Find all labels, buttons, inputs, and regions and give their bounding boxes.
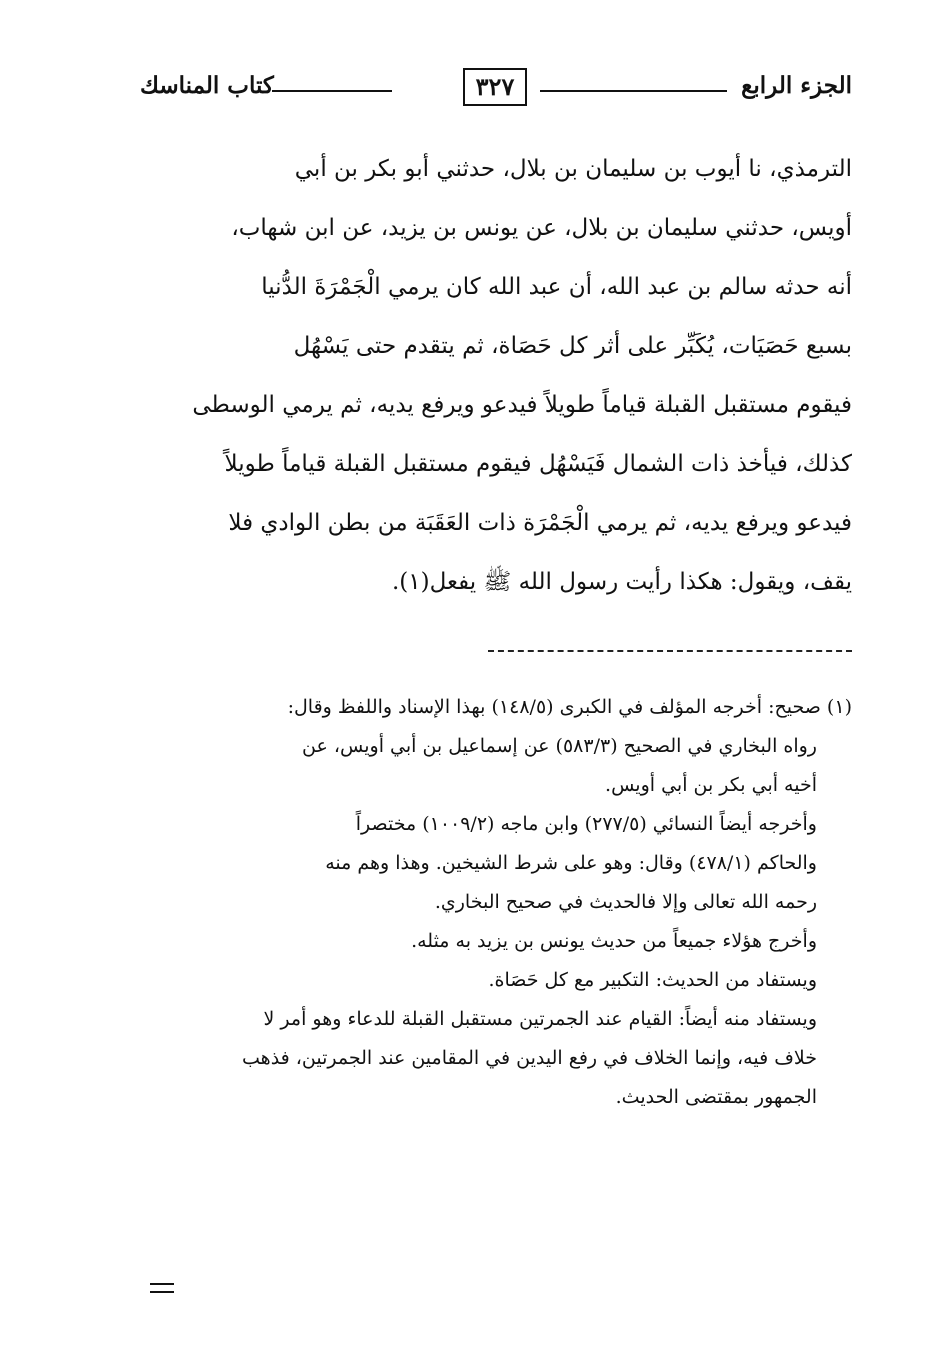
text-line: فيدعو ويرفع يديه، ثم يرمي الْجَمْرَة ذات العَقَبَة من بطن الوادي فلا [228, 510, 852, 536]
running-header [140, 66, 852, 112]
text-line: أنه حدثه سالم بن عبد الله، أن عبد الله كان يرمي الْجَمْرَةَ الدُّنيا [261, 274, 852, 300]
footnote-line: خلاف فيه، وإنما الخلاف في رفع اليدين في المقامين عند الجمرتين، فذهب [242, 1047, 817, 1069]
footnote-line: أخيه أبي بكر بن أبي أويس. [605, 774, 817, 796]
footnote-line: (١) صحيح: أخرجه المؤلف في الكبرى (١٤٨/٥) بهذا الإسناد واللفظ وقال: [287, 696, 852, 718]
text-line: أويس، حدثني سليمان بن بلال، عن يونس بن يزيد، عن ابن شهاب، [231, 215, 852, 241]
footnotes [140, 688, 852, 1117]
text-line: يقف، ويقول: هكذا رأيت رسول الله ﷺ يفعل(١). [392, 569, 852, 595]
footnote-line: رحمه الله تعالى وإلا فالحديث في صحيح البخاري. [434, 891, 817, 913]
header-rule-right [540, 90, 727, 92]
text-line: بسبع حَصَيَات، يُكَبِّر على أثر كل حَصَاة، ثم يتقدم حتى يَسْهُل [293, 333, 852, 359]
footnote-line: الجمهور بمقتضى الحديث. [615, 1086, 817, 1108]
footnote-separator [488, 650, 852, 652]
footnote-line: ويستفاد من الحديث: التكبير مع كل حَصَاة. [488, 969, 817, 991]
footnote-line: وأخرج هؤلاء جميعاً من حديث يونس بن يزيد به مثله. [411, 930, 817, 952]
text-line: الترمذي، نا أيوب بن سليمان بن بلال، حدثني أبو بكر بن أبي [294, 156, 852, 182]
footnote-line: والحاكم (٤٧٨/١) وقال: وهو على شرط الشيخين. وهذا وهم منه [325, 852, 817, 874]
footnote-line: ويستفاد منه أيضاً: القيام عند الجمرتين مستقبل القبلة للدعاء وهو أمر لا [263, 1008, 817, 1030]
text-line: كذلك، فيأخذ ذات الشمال فَيَسْهُل فيقوم مستقبل القبلة قياماً طويلاً [224, 451, 852, 477]
text-line: فيقوم مستقبل القبلة قياماً طويلاً فيدعو ويرفع يديه، ثم يرمي الوسطى [192, 392, 852, 418]
book-title: كتاب المناسك [140, 72, 274, 99]
page-number: ٣٢٧ [463, 68, 527, 106]
main-text [140, 140, 852, 612]
volume-label: الجزء الرابع [741, 72, 852, 99]
header-rule-left [272, 90, 392, 92]
footnote-line: رواه البخاري في الصحيح (٥٨٣/٣) عن إسماعيل بن أبي أويس، عن [302, 735, 817, 757]
continuation-mark [150, 1283, 174, 1293]
footnote-line: وأخرجه أيضاً النسائي (٢٧٧/٥) وابن ماجه (١٠٠٩/٢) مختصراً [355, 813, 817, 835]
